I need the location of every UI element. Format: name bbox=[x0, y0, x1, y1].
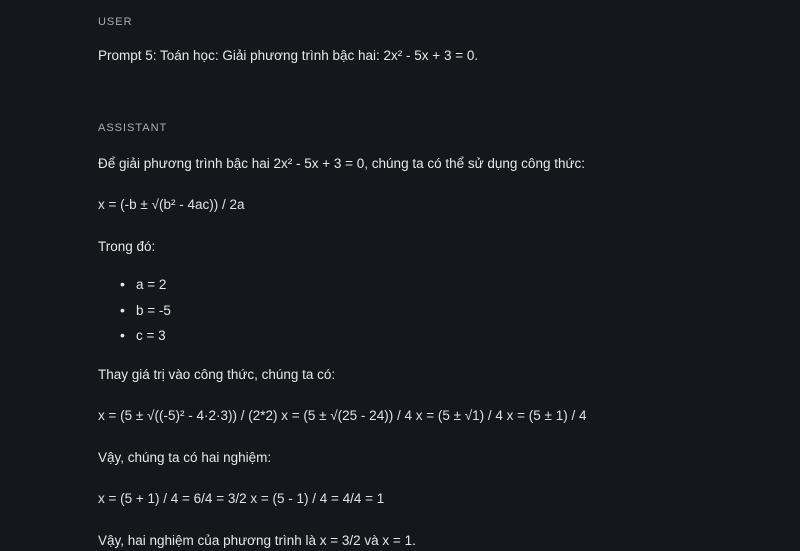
assistant-intro-text: Để giải phương trình bậc hai 2x² - 5x + 3 = 0, chúng ta có thể sử dụng công thức: bbox=[98, 155, 586, 171]
substitution-steps-text: x = (5 ± √((-5)² - 4·2·3)) / (2*2) x = (5 ± √(25 - 24)) / 4 x = (5 ± √1) / 4 x = (5 ± 1) / 4 bbox=[98, 408, 587, 424]
roots-values-text: x = (5 + 1) / 4 = 6/4 = 3/2 x = (5 - 1) / 4 = 4/4 = 1 bbox=[98, 491, 385, 507]
user-role-label: USER bbox=[98, 16, 133, 28]
user-message-block bbox=[98, 16, 700, 66]
assistant-role-label: ASSISTANT bbox=[98, 121, 168, 134]
assistant-message-block bbox=[98, 122, 700, 551]
roots-label: Vậy, chúng ta có hai nghiệm: bbox=[98, 449, 272, 465]
list-item: • c = 3 bbox=[136, 329, 700, 343]
list-item: • a = 2 bbox=[136, 278, 700, 292]
coefficient-list bbox=[98, 278, 700, 343]
message-spacer bbox=[98, 66, 700, 122]
list-item: • b = -5 bbox=[136, 304, 700, 318]
where-label: Trong đó: bbox=[98, 238, 156, 254]
substitute-label: Thay giá trị vào công thức, chúng ta có: bbox=[98, 366, 336, 382]
user-message-text: Prompt 5: Toán học: Giải phương trình bậc hai: 2x² - 5x + 3 = 0. bbox=[98, 48, 479, 63]
conclusion-text: Vậy, hai nghiệm của phương trình là x = 3/2 và x = 1. bbox=[98, 533, 416, 548]
quadratic-formula-text: x = (-b ± √(b² - 4ac)) / 2a bbox=[98, 197, 245, 213]
